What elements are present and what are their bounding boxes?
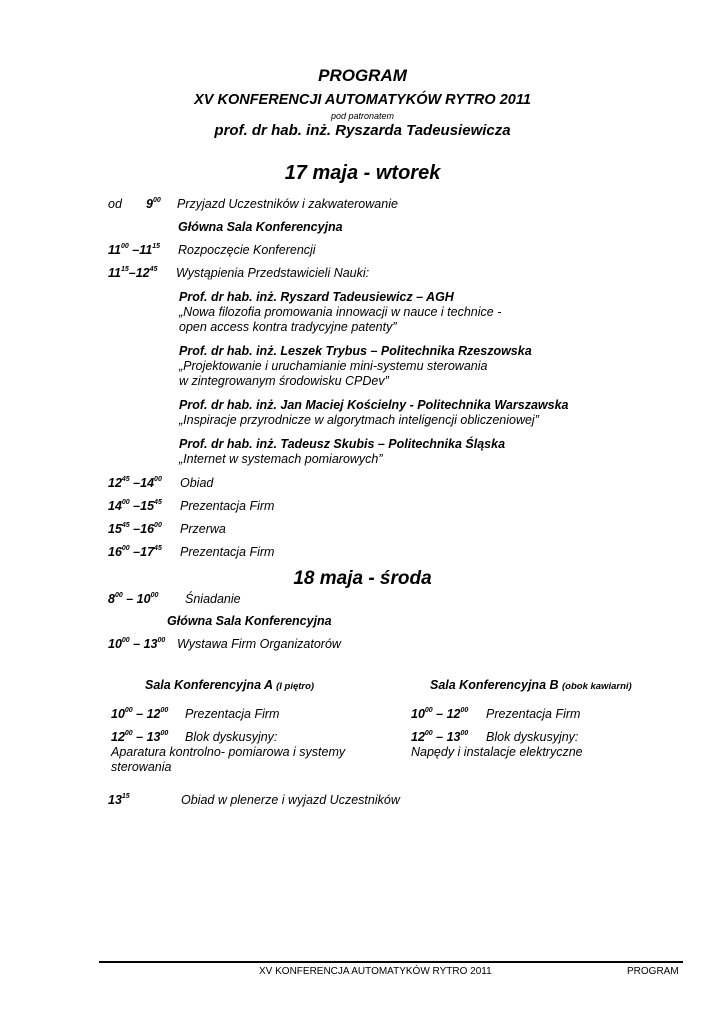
day1-od-label: od	[108, 197, 122, 211]
room-b-topic	[411, 745, 583, 760]
patron-name: prof. dr hab. inż. Ryszarda Tadeusiewicza	[214, 122, 511, 139]
day1-main-hall: Główna Sala Konferencyjna	[178, 220, 343, 234]
schedule-text: Przerwa	[180, 522, 226, 536]
day2-breakfast-time: $8^{00} - 10^{00}$	[108, 592, 159, 606]
speaker-block	[179, 398, 568, 428]
footer-rule	[99, 961, 683, 963]
day2-exhibition-text: Wystawa Firm Organizatorów	[177, 637, 341, 651]
day1-opening-text: Rozpoczęcie Konferencji	[178, 243, 316, 257]
day2-heading: 18 maja - środa	[293, 568, 432, 589]
schedule-time: $16^{00}$ $-17^{45}$	[108, 545, 162, 559]
page-title: PROGRAM	[318, 66, 407, 85]
speaker-name: Prof. dr hab. inż. Jan Maciej Kościelny - Politechnika Warszawska	[179, 398, 569, 412]
talk-title-line: „Inspiracje przyrodnicze w algorytmach inteligencji obliczeniowej”	[179, 413, 539, 427]
speaker-block	[179, 290, 501, 335]
speaker-name: Prof. dr hab. inż. Tadeusz Skubis – Politechnika Śląska	[179, 437, 506, 451]
talk-title-line: w zintegrowanym środowisku CPDev”	[179, 374, 389, 388]
topic-line: Napędy i instalacje elektryczne	[411, 745, 583, 759]
schedule-time: $14^{00}$ $-15^{45}$	[108, 499, 162, 513]
room-b-heading: Sala Konferencyjna B (obok kawiarni)	[430, 678, 632, 692]
room-b-slot2-text: Blok dyskusyjny:	[486, 730, 579, 744]
footer-center: XV KONFERENCJA AUTOMATYKÓW RYTRO 2011	[259, 966, 492, 977]
day2-main-hall: Główna Sala Konferencyjna	[167, 614, 332, 628]
day1-heading: 17 maja - wtorek	[284, 162, 441, 184]
room-b-slot2-time: $12^{00} - 13^{00}$	[411, 730, 469, 744]
room-b-slot1-time: $10^{00} - 12^{00}$	[411, 707, 469, 721]
speaker-block	[179, 437, 505, 467]
room-a-slot1-time: $10^{00} - 12^{00}$	[111, 707, 169, 721]
footer-right: PROGRAM	[627, 966, 679, 977]
day1-arrival-text: Przyjazd Uczestników i zakwaterowanie	[177, 197, 398, 211]
schedule-time: $12^{45}$ $-14^{00}$	[108, 476, 162, 490]
closing-time: $13^{15}$	[108, 793, 130, 807]
schedule-text: Obiad	[180, 476, 214, 490]
speaker-name: Prof. dr hab. inż. Ryszard Tadeusiewicz – AGH	[179, 290, 454, 304]
talk-title-line: „Projektowanie i uruchamianie mini-systemu sterowania	[179, 359, 488, 373]
day1-talks-text: Wystąpienia Przedstawicieli Nauki:	[176, 266, 370, 280]
speaker-name: Prof. dr hab. inż. Leszek Trybus – Politechnika Rzeszowska	[179, 344, 532, 358]
closing-text: Obiad w plenerze i wyjazd Uczestników	[181, 793, 400, 807]
talk-title-line: „Nowa filozofia promowania innowacji w nauce i technice -	[179, 305, 502, 319]
day2-breakfast-text: Śniadanie	[185, 592, 241, 606]
talk-title-line: open access kontra tradycyjne patenty”	[179, 320, 397, 334]
day1-opening-time: $11^{00}$ $-11^{15}$	[108, 243, 160, 257]
room-a-slot2-time: $12^{00} - 13^{00}$	[111, 730, 169, 744]
page-subtitle: XV KONFERENCJI AUTOMATYKÓW RYTRO 2011	[194, 92, 531, 108]
schedule-time: $15^{45}$ $-16^{00}$	[108, 522, 162, 536]
day2-exhibition-time: $10^{00} - 13^{00}$	[108, 637, 166, 651]
room-a-topic	[111, 745, 345, 775]
room-a-slot1-text: Prezentacja Firm	[185, 707, 280, 721]
talk-title-line: „Internet w systemach pomiarowych”	[179, 452, 383, 466]
room-a-slot2-text: Blok dyskusyjny:	[185, 730, 278, 744]
schedule-text: Prezentacja Firm	[180, 545, 275, 559]
room-a-heading: Sala Konferencyjna A (I piętro)	[145, 678, 315, 692]
day1-arrival-time: $9^{00}$	[146, 197, 161, 211]
patronage-label: pod patronatem	[330, 111, 395, 121]
room-b-slot1-text: Prezentacja Firm	[486, 707, 581, 721]
schedule-text: Prezentacja Firm	[180, 499, 275, 513]
day1-talks-time: $11^{15}-12^{45}$	[108, 266, 158, 280]
topic-line: sterowania	[111, 760, 172, 774]
topic-line: Aparatura kontrolno- pomiarowa i systemy	[111, 745, 346, 759]
speaker-block	[179, 344, 532, 389]
